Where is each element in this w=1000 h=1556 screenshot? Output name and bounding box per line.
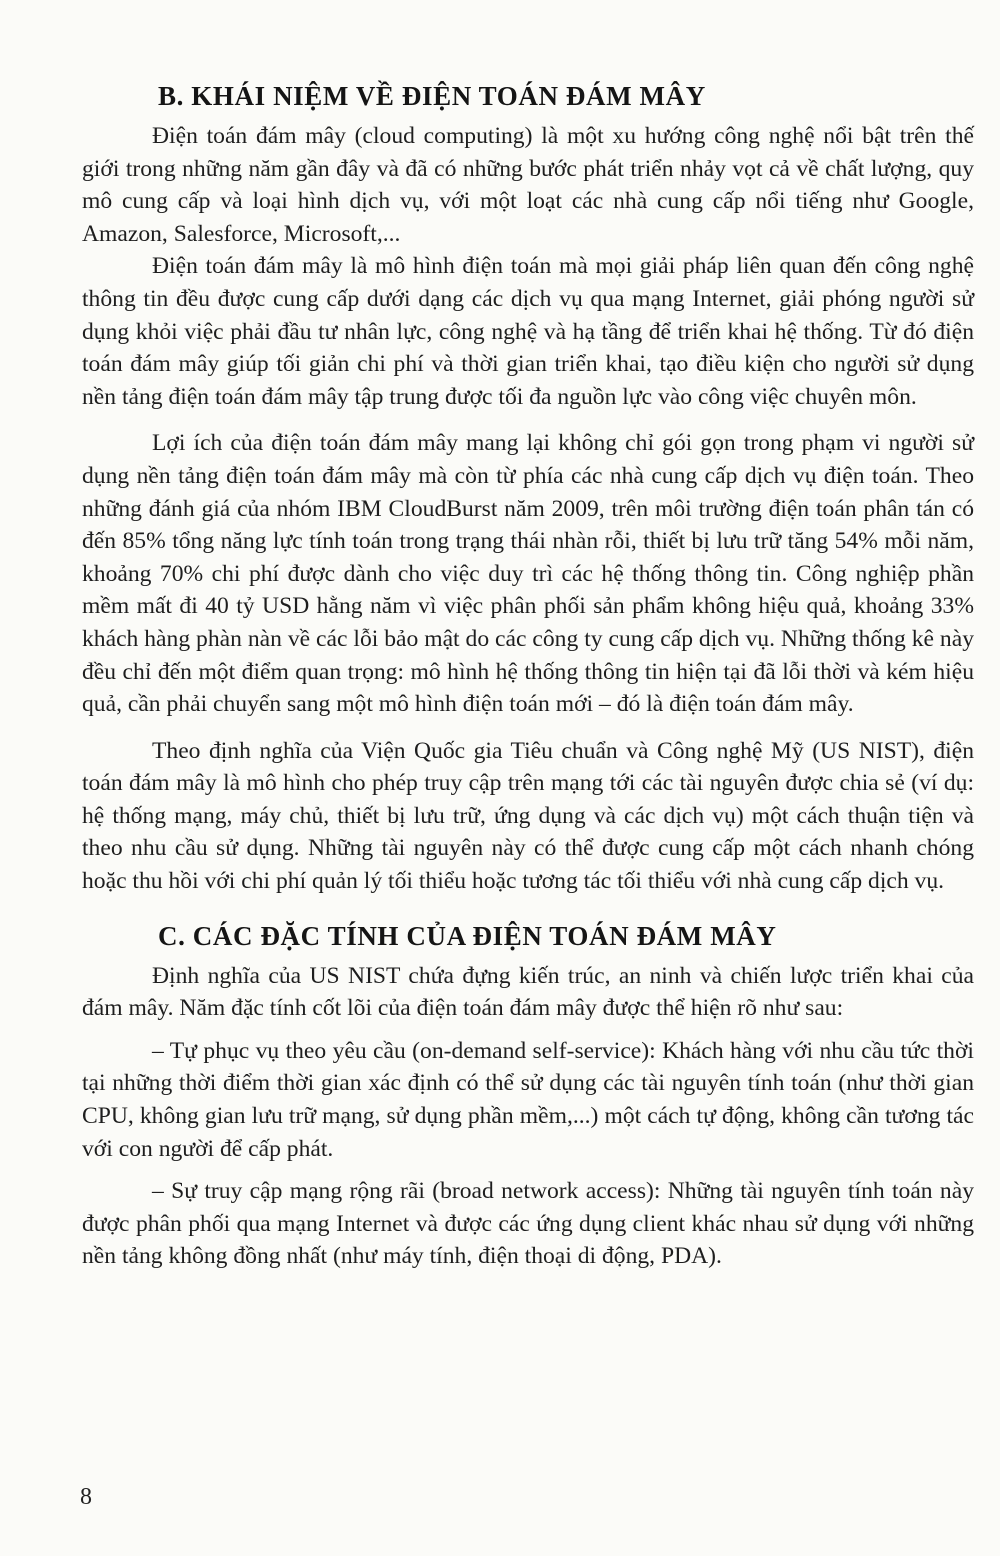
section-b-paragraph-1: Điện toán đám mây (cloud computing) là một xu hướng công nghệ nổi bật trên thế giới trong những năm gần đây và đã có những bước phát triển nhảy vọt cả về chất lượng, quy mô cung cấp và loại hình dịch vụ, với một loạt các nhà cung cấp nổi tiếng như Google, Amazon, Salesforce, Microsoft,... — [82, 123, 974, 247]
section-c-paragraph-3: – Sự truy cập mạng rộng rãi (broad network access): Những tài nguyên tính toán này được phân phối qua mạng Internet và được các ứng dụng client khác nhau sử dụng với những nền tảng không đồng nhất (như máy tính, điện thoại di động, PDA). — [82, 1178, 974, 1270]
section-b-paragraph-3: Lợi ích của điện toán đám mây mang lại không chỉ gói gọn trong phạm vi người sử dụng nền tảng điện toán đám mây mà còn từ phía các nhà cung cấp dịch vụ điện toán. Theo những đánh giá của nhóm IBM CloudBurst năm 2009, trên môi trường điện toán phân tán có đến 85% tổng năng lực tính toán trong trạng thái nhàn rỗi, thiết bị lưu trữ tăng 54% mỗi năm, khoảng 70% chi phí được dành cho việc duy trì các hệ thống thông tin. Công nghiệp phần mềm mất đi 40 tỷ USD hằng năm vì việc phân phối sản phẩm không hiệu quả, khoảng 33% khách hàng phàn nàn về các lỗi bảo mật do các công ty cung cấp dịch vụ. Những thống kê này đều chỉ đến một điểm quan trọng: mô hình hệ thống thông tin hiện tại đã lỗi thời và kém hiệu quả, cần phải chuyển sang một mô hình điện toán mới – đó là điện toán đám mây. — [82, 430, 974, 718]
section-b-paragraph-4: Theo định nghĩa của Viện Quốc gia Tiêu chuẩn và Công nghệ Mỹ (US NIST), điện toán đám mây là mô hình cho phép truy cập trên mạng tới các tài nguyên được chia sẻ (ví dụ: hệ thống mạng, máy chủ, thiết bị lưu trữ, ứng dụng và các dịch vụ) một cách thuận tiện và theo nhu cầu sử dụng. Những tài nguyên này có thể được cung cấp một cách nhanh chóng hoặc thu hồi với chi phí quản lý tối thiểu hoặc tương tác tối thiểu với nhà cung cấp dịch vụ. — [82, 737, 974, 895]
section-c-paragraph-2: – Tự phục vụ theo yêu cầu (on-demand self-service): Khách hàng với nhu cầu tức thời tại những thời điểm thời gian xác định có thể sử dụng các tài nguyên tính toán (như thời gian CPU, không gian lưu trữ mạng, sử dụng phần mềm,...) một cách tự động, không cần tương tác với con người để cấp phát. — [82, 1037, 974, 1162]
section-b-paragraph-2: Điện toán đám mây là mô hình điện toán mà mọi giải pháp liên quan đến công nghệ thông tin đều được cung cấp dưới dạng các dịch vụ qua mạng Internet, giải phóng người sử dụng khỏi việc phải đầu tư nhân lực, công nghệ và hạ tầng để triển khai hệ thống. Từ đó điện toán đám mây giúp tối giản chi phí và thời gian triển khai, tạo điều kiện cho người sử dụng nền tảng điện toán đám mây tập trung được tối đa nguồn lực vào công việc chuyên môn. — [82, 253, 974, 410]
section-c-paragraph-1: Định nghĩa của US NIST chứa đựng kiến trúc, an ninh và chiến lược triển khai của đám mây. Năm đặc tính cốt lõi của điện toán đám mây được thể hiện rõ như sau: — [82, 962, 974, 1022]
page-number: 8 — [80, 1484, 92, 1510]
section-c-heading: C. CÁC ĐẶC TÍNH CỦA ĐIỆN TOÁN ĐÁM MÂY — [158, 920, 777, 951]
section-b-heading: B. KHÁI NIỆM VỀ ĐIỆN TOÁN ĐÁM MÂY — [158, 81, 706, 111]
